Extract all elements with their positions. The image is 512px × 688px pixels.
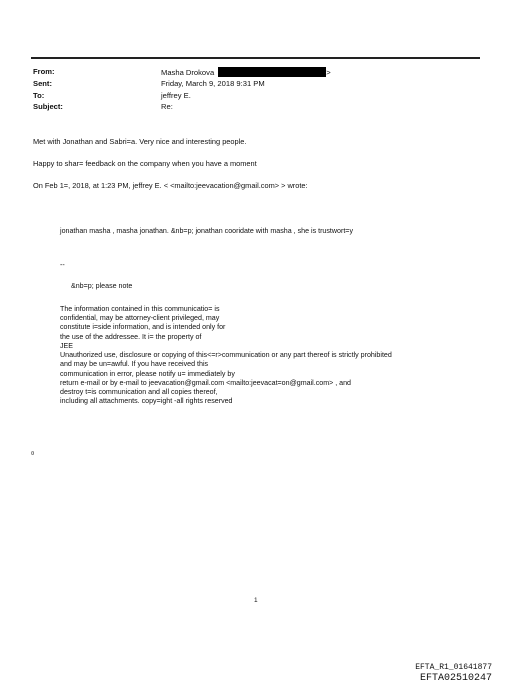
disclaimer-line: and may be un=awful. If you have received this bbox=[60, 360, 209, 369]
disclaimer-line: the use of the addressee. It i= the property of bbox=[60, 332, 202, 341]
disclaimer-line: communication in error, please notify u= immediately by bbox=[60, 369, 235, 378]
disclaimer-line: confidential, may be attorney-client privileged, may bbox=[60, 314, 220, 323]
to-label: To: bbox=[33, 91, 45, 100]
disclaimer-line: The information contained in this communicatio= is bbox=[60, 305, 220, 313]
body-line-3: On Feb 1=, 2018, at 1:23 PM, jeffrey E. < <mailto:jeevacation@gmail.com> > wrote: bbox=[33, 181, 308, 190]
stray-mark: ¤ bbox=[31, 451, 35, 457]
page-number: 1 bbox=[254, 597, 258, 604]
body-line-2: Happy to shar= feedback on the company when you have a moment bbox=[33, 159, 257, 168]
subject-label: Subject: bbox=[33, 102, 63, 111]
from-name: Masha Drokova bbox=[161, 68, 215, 77]
body-line-1: Met with Jonathan and Sabri=a. Very nice and interesting people. bbox=[33, 137, 247, 146]
from-value bbox=[161, 67, 331, 77]
from-suffix: > bbox=[326, 68, 331, 77]
from-label: From: bbox=[33, 67, 55, 76]
sent-label: Sent: bbox=[33, 79, 52, 88]
disclaimer-line: constitute i=side information, and is intended only for bbox=[60, 323, 226, 332]
disclaimer-line: JEE bbox=[60, 341, 74, 350]
header-rule bbox=[31, 57, 480, 59]
sent-value: Friday, March 9, 2018 9:31 PM bbox=[161, 79, 265, 88]
disclaimer-block bbox=[60, 305, 392, 406]
quoted-note: &nb=p; please note bbox=[71, 282, 133, 290]
quoted-dashes: -- bbox=[60, 261, 65, 269]
subject-value: Re: bbox=[161, 102, 173, 111]
footer-id-1: EFTA_R1_01641877 bbox=[415, 663, 492, 672]
disclaimer-line: return e-mail or by e-mail to jeevacation@gmail.com <mailto:jeevacat=on@gmail.com> , and bbox=[60, 378, 351, 387]
redaction-box bbox=[218, 67, 326, 77]
quoted-line-1: jonathan masha , masha jonathan. &nb=p; jonathan cooridate with masha , she is trustwort=y bbox=[60, 227, 353, 235]
footer-id-2: EFTA02510247 bbox=[419, 673, 492, 684]
disclaimer-line: destroy t=is communication and all copies thereof, bbox=[60, 387, 218, 396]
disclaimer-line: Unauthorized use, disclosure or copying of this<=r>communication or any part thereof is strictly prohibited bbox=[60, 351, 392, 360]
disclaimer-line: including all attachments. copy=ight -all rights reserved bbox=[60, 397, 233, 406]
to-value: jeffrey E. bbox=[161, 91, 191, 100]
